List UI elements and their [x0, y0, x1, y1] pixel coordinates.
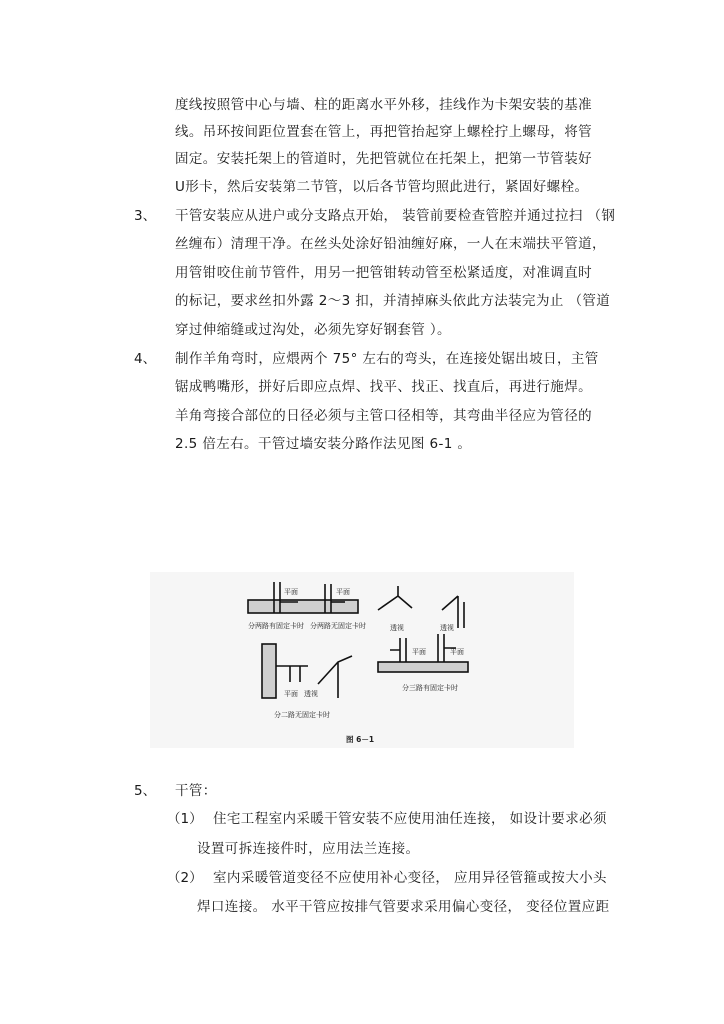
label-plan: 平面	[336, 588, 350, 596]
item-line: 的标记，要求丝扣外露 2～3 扣，并清掉麻头依此方法装完为止 （管道	[175, 293, 611, 309]
label-plan: 平面	[450, 648, 464, 656]
item-line: 穿过伸缩缝或过沟处，必须先穿好钢套管 ）。	[175, 322, 451, 338]
paragraph-line: 度线按照管中心与墙、柱的距离水平外移，挂线作为卡架安装的基准	[175, 97, 592, 113]
subitem-number: （2）	[167, 870, 203, 886]
caption-two-nofixed-b: 分二路无固定卡时	[274, 711, 330, 719]
paragraph-line: 固定。安装托架上的管道时，先把管就位在托架上，把第一节管装好	[175, 151, 592, 167]
item-line: 羊角弯接合部位的日径必须与主管口径相等，其弯曲半径应为管径的	[175, 408, 592, 424]
label-persp: 透视	[304, 690, 318, 698]
item-line: 2.5 倍左右。干管过墙安装分路作法见图 6-1 。	[175, 436, 472, 452]
pipe-diagram	[150, 572, 574, 748]
paragraph-line: U形卡，然后安装第二节管，以后各节管均照此进行，紧固好螺栓。	[175, 179, 589, 195]
label-persp: 透视	[390, 624, 404, 632]
item-line: 干管安装应从进户或分支路点开始， 装管前要检查管腔并通过拉扫 （钢	[175, 208, 616, 224]
item-line: 锯成鸭嘴形，拼好后即应点焊、找平、找正、找直后，再进行施焊。	[175, 379, 592, 395]
figure-6-1	[150, 572, 574, 748]
caption-two-nofixed: 分两路无固定卡时	[310, 622, 366, 630]
caption-three-fixed: 分三路有固定卡时	[402, 684, 458, 692]
item-number: 4、	[134, 351, 157, 367]
label-plan: 平面	[284, 690, 298, 698]
item-line: 制作羊角弯时，应煨两个 75° 左右的弯头，在连接处锯出坡日，主管	[175, 351, 599, 367]
caption-two-fixed: 分两路有固定卡时	[248, 622, 304, 630]
label-plan: 平面	[284, 588, 298, 596]
paragraph-line: 线。吊环按间距位置套在管上，再把管抬起穿上螺栓拧上螺母，将管	[175, 124, 592, 140]
item-line: 用管钳咬住前节管件，用另一把管钳转动管至松紧适度，对准调直时	[175, 265, 592, 281]
subitem-line: 住宅工程室内采暖干管安装不应使用油任连接， 如设计要求必须	[213, 811, 607, 827]
label-plan: 平面	[412, 648, 426, 656]
item-number: 5、	[134, 783, 157, 799]
label-persp: 透视	[440, 624, 454, 632]
figure-caption: 图 6－1	[346, 735, 375, 744]
subitem-line: 焊口连接。 水平干管应按排气管要求采用偏心变径， 变径位置应距	[197, 899, 610, 915]
subitem-line: 室内采暖管道变径不应使用补心变径， 应用异径管箍或按大小头	[213, 870, 607, 886]
subitem-line: 设置可拆连接件时，应用法兰连接。	[197, 841, 420, 857]
item-title: 干管：	[175, 783, 217, 799]
subitem-number: （1）	[167, 811, 203, 827]
item-line: 丝缠布）清理干净。在丝头处涂好铅油缠好麻，一人在末端扶平管道，	[175, 236, 606, 252]
item-number: 3、	[134, 208, 157, 224]
